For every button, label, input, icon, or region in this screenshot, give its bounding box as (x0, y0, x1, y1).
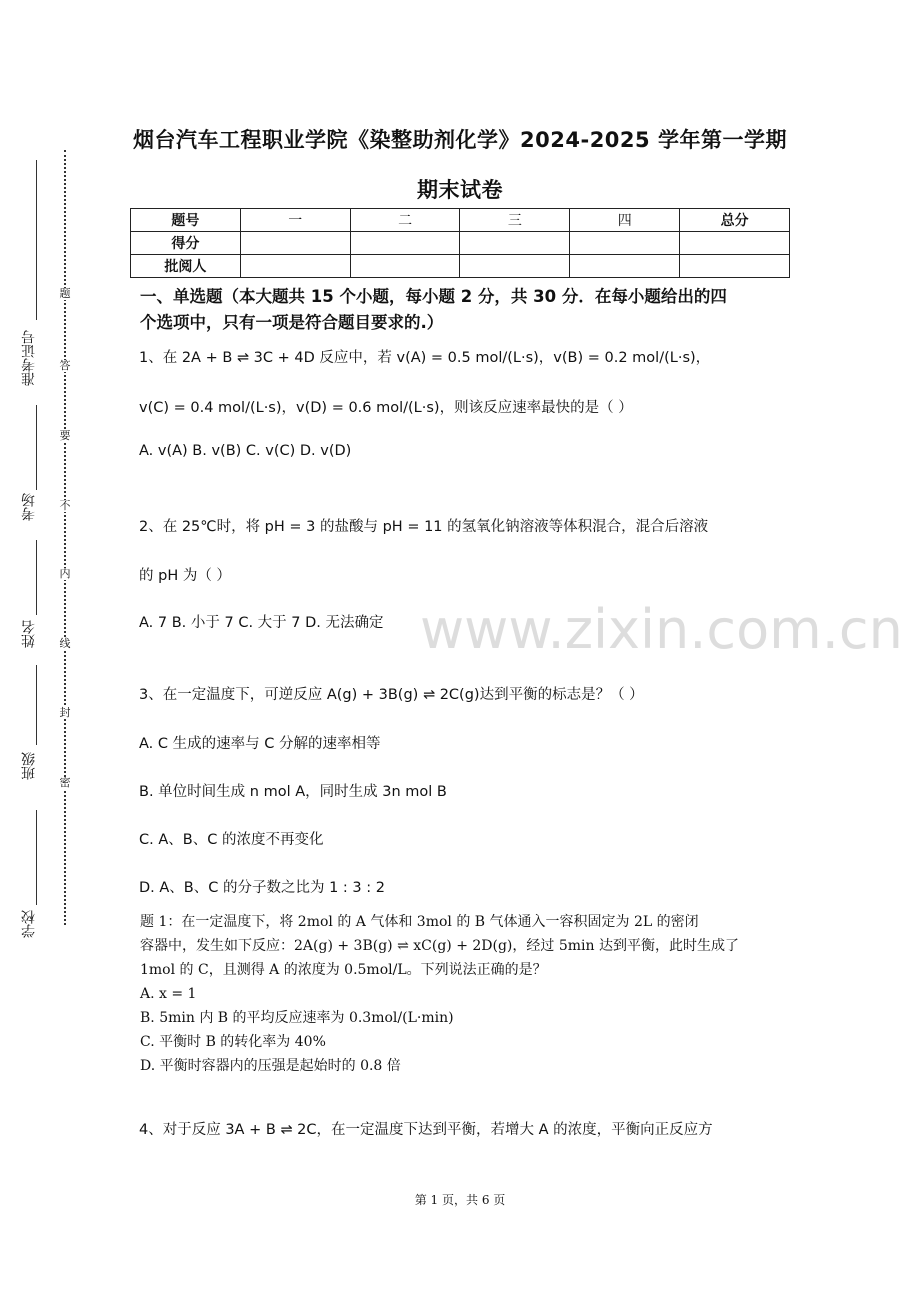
field-line-exam-room (36, 405, 37, 490)
page-footer: 第 1 页，共 6 页 (414, 1193, 506, 1207)
score-cell[interactable] (240, 255, 350, 278)
score-table-header: 二 (350, 209, 460, 232)
field-line-class (36, 665, 37, 745)
score-cell[interactable] (680, 255, 790, 278)
section-heading-line1: 一、单选题（本大题共 15 个小题，每小题 2 分，共 30 分．在每小题给出的四 (140, 287, 727, 306)
score-table-row (131, 232, 790, 255)
field-label-exam-number: 准考证号 (21, 330, 37, 386)
q3-option-d: D. A、B、C 的分子数之比为 1 : 3 : 2 (139, 880, 385, 896)
score-table-header: 题号 (131, 209, 241, 232)
seal-char: 线 (59, 637, 71, 650)
q1-text-line2: v(C) = 0.4 mol/(L·s)，v(D) = 0.6 mol/(L·s)，则该反应速率最快的是（ ） (139, 400, 633, 416)
q3-option-c: C. A、B、C 的浓度不再变化 (139, 832, 324, 848)
q2-text-line2: 的 pH 为（ ） (139, 568, 231, 584)
section-heading (140, 284, 790, 336)
score-row-label: 得分 (131, 232, 241, 255)
t1-text-line1: 题 1：在一定温度下，将 2mol 的 A 气体和 3mol 的 B 气体通入一容积固定为 2L 的密闭 (140, 914, 699, 930)
field-label-exam-room: 考场 (21, 493, 37, 521)
q2-options: A. 7 B. 小于 7 C. 大于 7 D. 无法确定 (139, 615, 384, 631)
score-table-header-row (131, 209, 790, 232)
field-label-class: 班级 (21, 752, 37, 780)
score-table-header: 三 (460, 209, 570, 232)
score-cell[interactable] (460, 255, 570, 278)
score-table-header: 四 (570, 209, 680, 232)
watermark: www.zixin.com.cn (420, 598, 903, 661)
field-label-name: 姓名 (21, 620, 37, 648)
field-line-name (36, 540, 37, 615)
seal-dotted-line (64, 150, 66, 925)
t1-text-line3: 1mol 的 C，且测得 A 的浓度为 0.5mol/L。下列说法正确的是？ (140, 962, 547, 978)
field-label-school: 学校 (21, 910, 37, 938)
score-cell[interactable] (350, 232, 460, 255)
score-row-label: 批阅人 (131, 255, 241, 278)
q4-text: 4、对于反应 3A + B ⇌ 2C，在一定温度下达到平衡，若增大 A 的浓度，平衡向正反应方 (139, 1122, 713, 1138)
score-cell[interactable] (570, 232, 680, 255)
t1-option-a: A. x = 1 (140, 986, 197, 1002)
score-table-header: 总分 (680, 209, 790, 232)
seal-char: 题 (59, 287, 71, 300)
t1-text (140, 910, 795, 1078)
q3-option-a: A. C 生成的速率与 C 分解的速率相等 (139, 736, 381, 752)
t1-text-line2: 容器中，发生如下反应：2A(g) + 3B(g) ⇌ xC(g) + 2D(g)，经过 5min 达到平衡，此时生成了 (140, 938, 739, 954)
t1-option-b: B. 5min 内 B 的平均反应速率为 0.3mol/(L·min) (140, 1010, 454, 1026)
exam-title-line2: 期末试卷 (417, 178, 503, 202)
field-line-school (36, 810, 37, 905)
seal-char: 封 (59, 706, 71, 719)
q1-options: A. v(A) B. v(B) C. v(C) D. v(D) (139, 443, 352, 459)
score-cell[interactable] (570, 255, 680, 278)
seal-char: 要 (59, 429, 71, 442)
section-heading-line2: 个选项中，只有一项是符合题目要求的.） (140, 313, 444, 332)
q2-text-line1: 2、在 25℃时，将 pH = 3 的盐酸与 pH = 11 的氢氧化钠溶液等体积混合，混合后溶液 (139, 519, 709, 535)
t1-option-d: D. 平衡时容器内的压强是起始时的 0.8 倍 (140, 1058, 401, 1074)
score-cell[interactable] (240, 232, 350, 255)
seal-char: 不 (59, 499, 71, 512)
exam-title-line1: 烟台汽车工程职业学院《染整助剂化学》2024-2025 学年第一学期 (133, 128, 787, 152)
q3-option-b: B. 单位时间生成 n mol A，同时生成 3n mol B (139, 784, 447, 800)
q3-text: 3、在一定温度下，可逆反应 A(g) + 3B(g) ⇌ 2C(g)达到平衡的标志是？（ ） (139, 687, 644, 703)
seal-char: 密 (59, 776, 71, 789)
score-table (130, 208, 790, 278)
q1-text-line1: 1、在 2A + B ⇌ 3C + 4D 反应中，若 v(A) = 0.5 mol/(L·s)，v(B) = 0.2 mol/(L·s)， (139, 350, 711, 366)
score-cell[interactable] (460, 232, 570, 255)
seal-char: 内 (59, 567, 71, 580)
t1-option-c: C. 平衡时 B 的转化率为 40% (140, 1034, 326, 1050)
score-cell[interactable] (350, 255, 460, 278)
score-cell[interactable] (680, 232, 790, 255)
score-table-row (131, 255, 790, 278)
score-table-header: 一 (240, 209, 350, 232)
seal-char: 答 (59, 359, 71, 372)
